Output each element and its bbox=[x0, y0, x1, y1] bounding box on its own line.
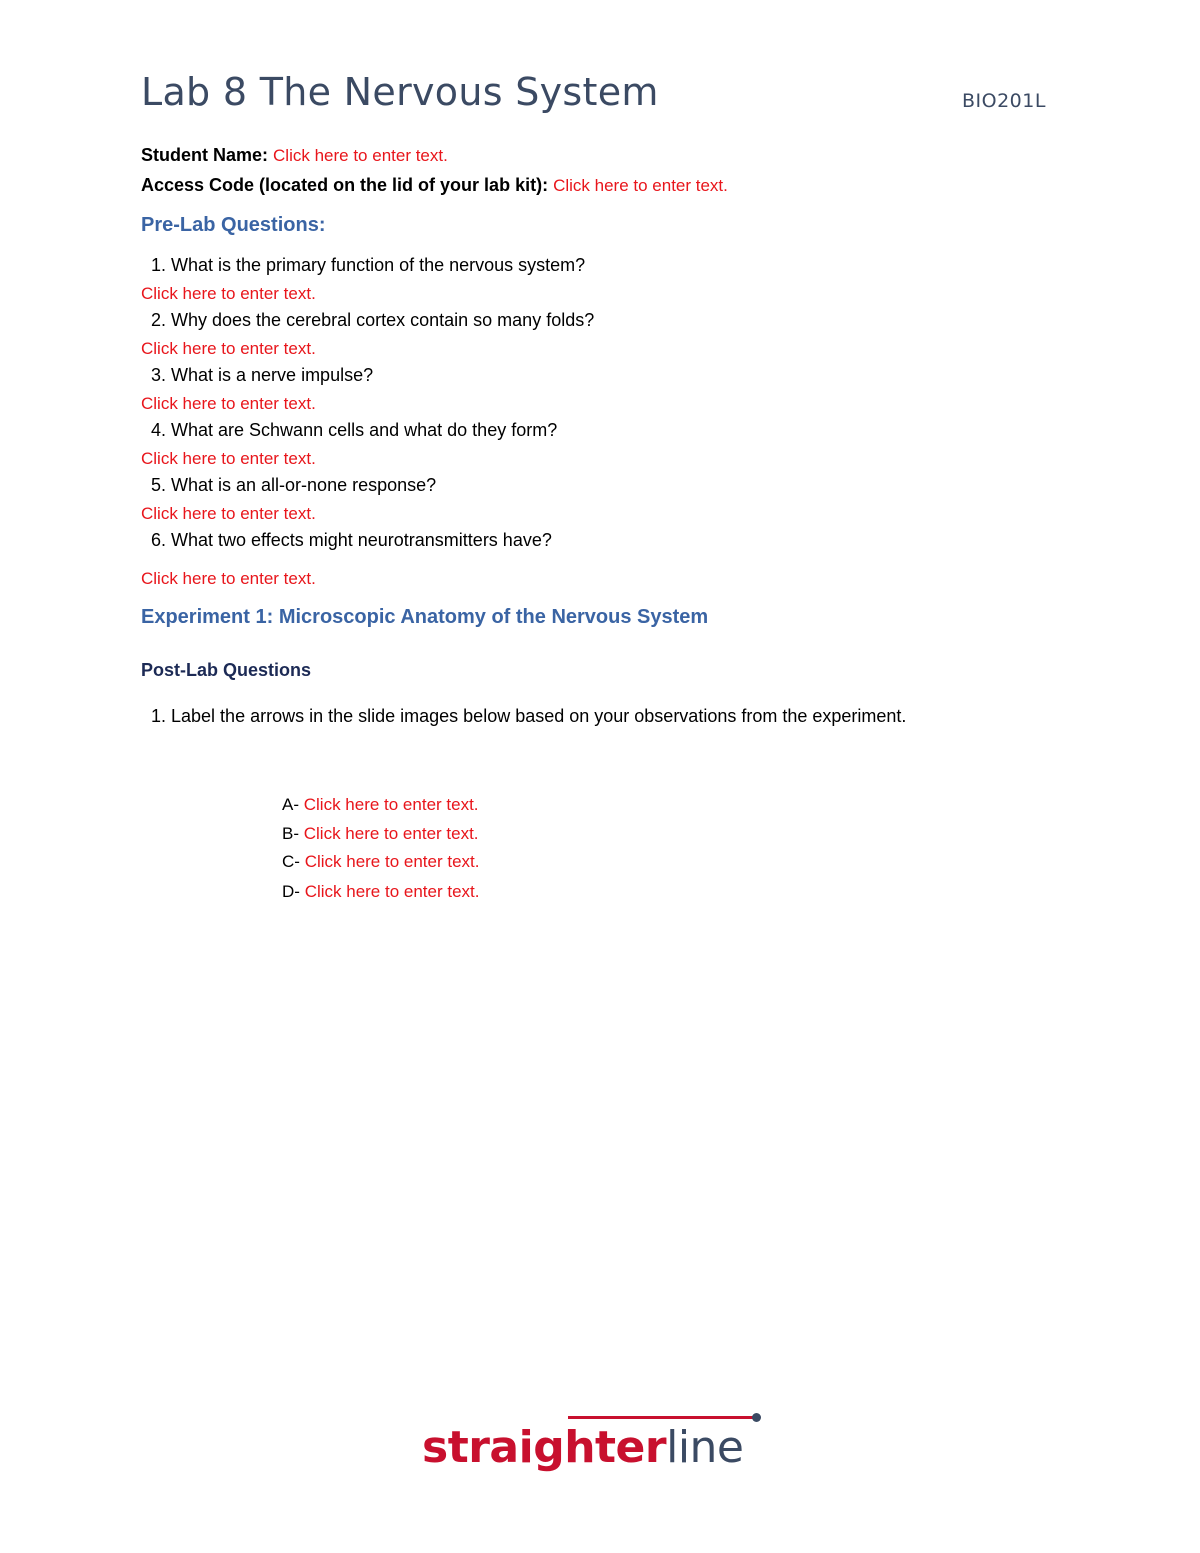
prelab-question-6: 6. What two effects might neurotransmitters have? bbox=[151, 530, 552, 550]
logo-accent-bar bbox=[568, 1416, 754, 1419]
prelab-answer-6[interactable]: Click here to enter text. bbox=[141, 569, 316, 588]
prelab-answer-5[interactable]: Click here to enter text. bbox=[141, 504, 316, 523]
prelab-answer-1[interactable]: Click here to enter text. bbox=[141, 284, 316, 303]
label-letter-c: C- bbox=[282, 852, 300, 871]
prelab-question-5: 5. What is an all-or-none response? bbox=[151, 475, 437, 495]
access-code-label: Access Code (located on the lid of your lab kit): bbox=[141, 175, 549, 195]
prelab-answer-3[interactable]: Click here to enter text. bbox=[141, 394, 316, 413]
prelab-answer-4[interactable]: Click here to enter text. bbox=[141, 449, 316, 468]
student-name-field[interactable]: Click here to enter text. bbox=[273, 146, 448, 165]
prelab-answer-2[interactable]: Click here to enter text. bbox=[141, 339, 316, 358]
course-code: BIO201L bbox=[962, 90, 1046, 112]
prelab-heading: Pre-Lab Questions: bbox=[141, 214, 326, 236]
prelab-question-4: 4. What are Schwann cells and what do they form? bbox=[151, 420, 558, 440]
label-row-a bbox=[282, 795, 479, 815]
label-letter-d: D- bbox=[282, 882, 300, 901]
postlab-heading: Post-Lab Questions bbox=[141, 660, 312, 680]
page-title: Lab 8 The Nervous System bbox=[141, 70, 659, 114]
logo-bold-part: straighter bbox=[422, 1422, 667, 1473]
straighterline-logo bbox=[422, 1412, 782, 1482]
label-field-c[interactable]: Click here to enter text. bbox=[304, 852, 480, 871]
logo-accent-dot bbox=[752, 1413, 761, 1422]
label-field-d[interactable]: Click here to enter text. bbox=[304, 882, 480, 901]
student-name-label: Student Name: bbox=[141, 145, 269, 165]
experiment-1-heading: Experiment 1: Microscopic Anatomy of the Nervous System bbox=[141, 606, 709, 628]
logo-wordmark bbox=[422, 1422, 744, 1473]
postlab-question-1: 1. Label the arrows in the slide images below based on your observations from the experiment. bbox=[151, 706, 907, 726]
access-code-row bbox=[141, 175, 728, 196]
student-name-row bbox=[141, 145, 448, 166]
label-row-d bbox=[282, 882, 480, 902]
label-row-c bbox=[282, 852, 480, 872]
label-field-b[interactable]: Click here to enter text. bbox=[303, 824, 479, 843]
prelab-question-2: 2. Why does the cerebral cortex contain so many folds? bbox=[151, 310, 595, 330]
prelab-question-1: 1. What is the primary function of the nervous system? bbox=[151, 255, 586, 275]
label-field-a[interactable]: Click here to enter text. bbox=[303, 795, 479, 814]
label-letter-a: A- bbox=[282, 795, 299, 814]
logo-light-part: line bbox=[666, 1422, 744, 1473]
prelab-question-3: 3. What is a nerve impulse? bbox=[151, 365, 374, 385]
access-code-field[interactable]: Click here to enter text. bbox=[553, 176, 728, 195]
label-letter-b: B- bbox=[282, 824, 299, 843]
label-row-b bbox=[282, 824, 479, 844]
